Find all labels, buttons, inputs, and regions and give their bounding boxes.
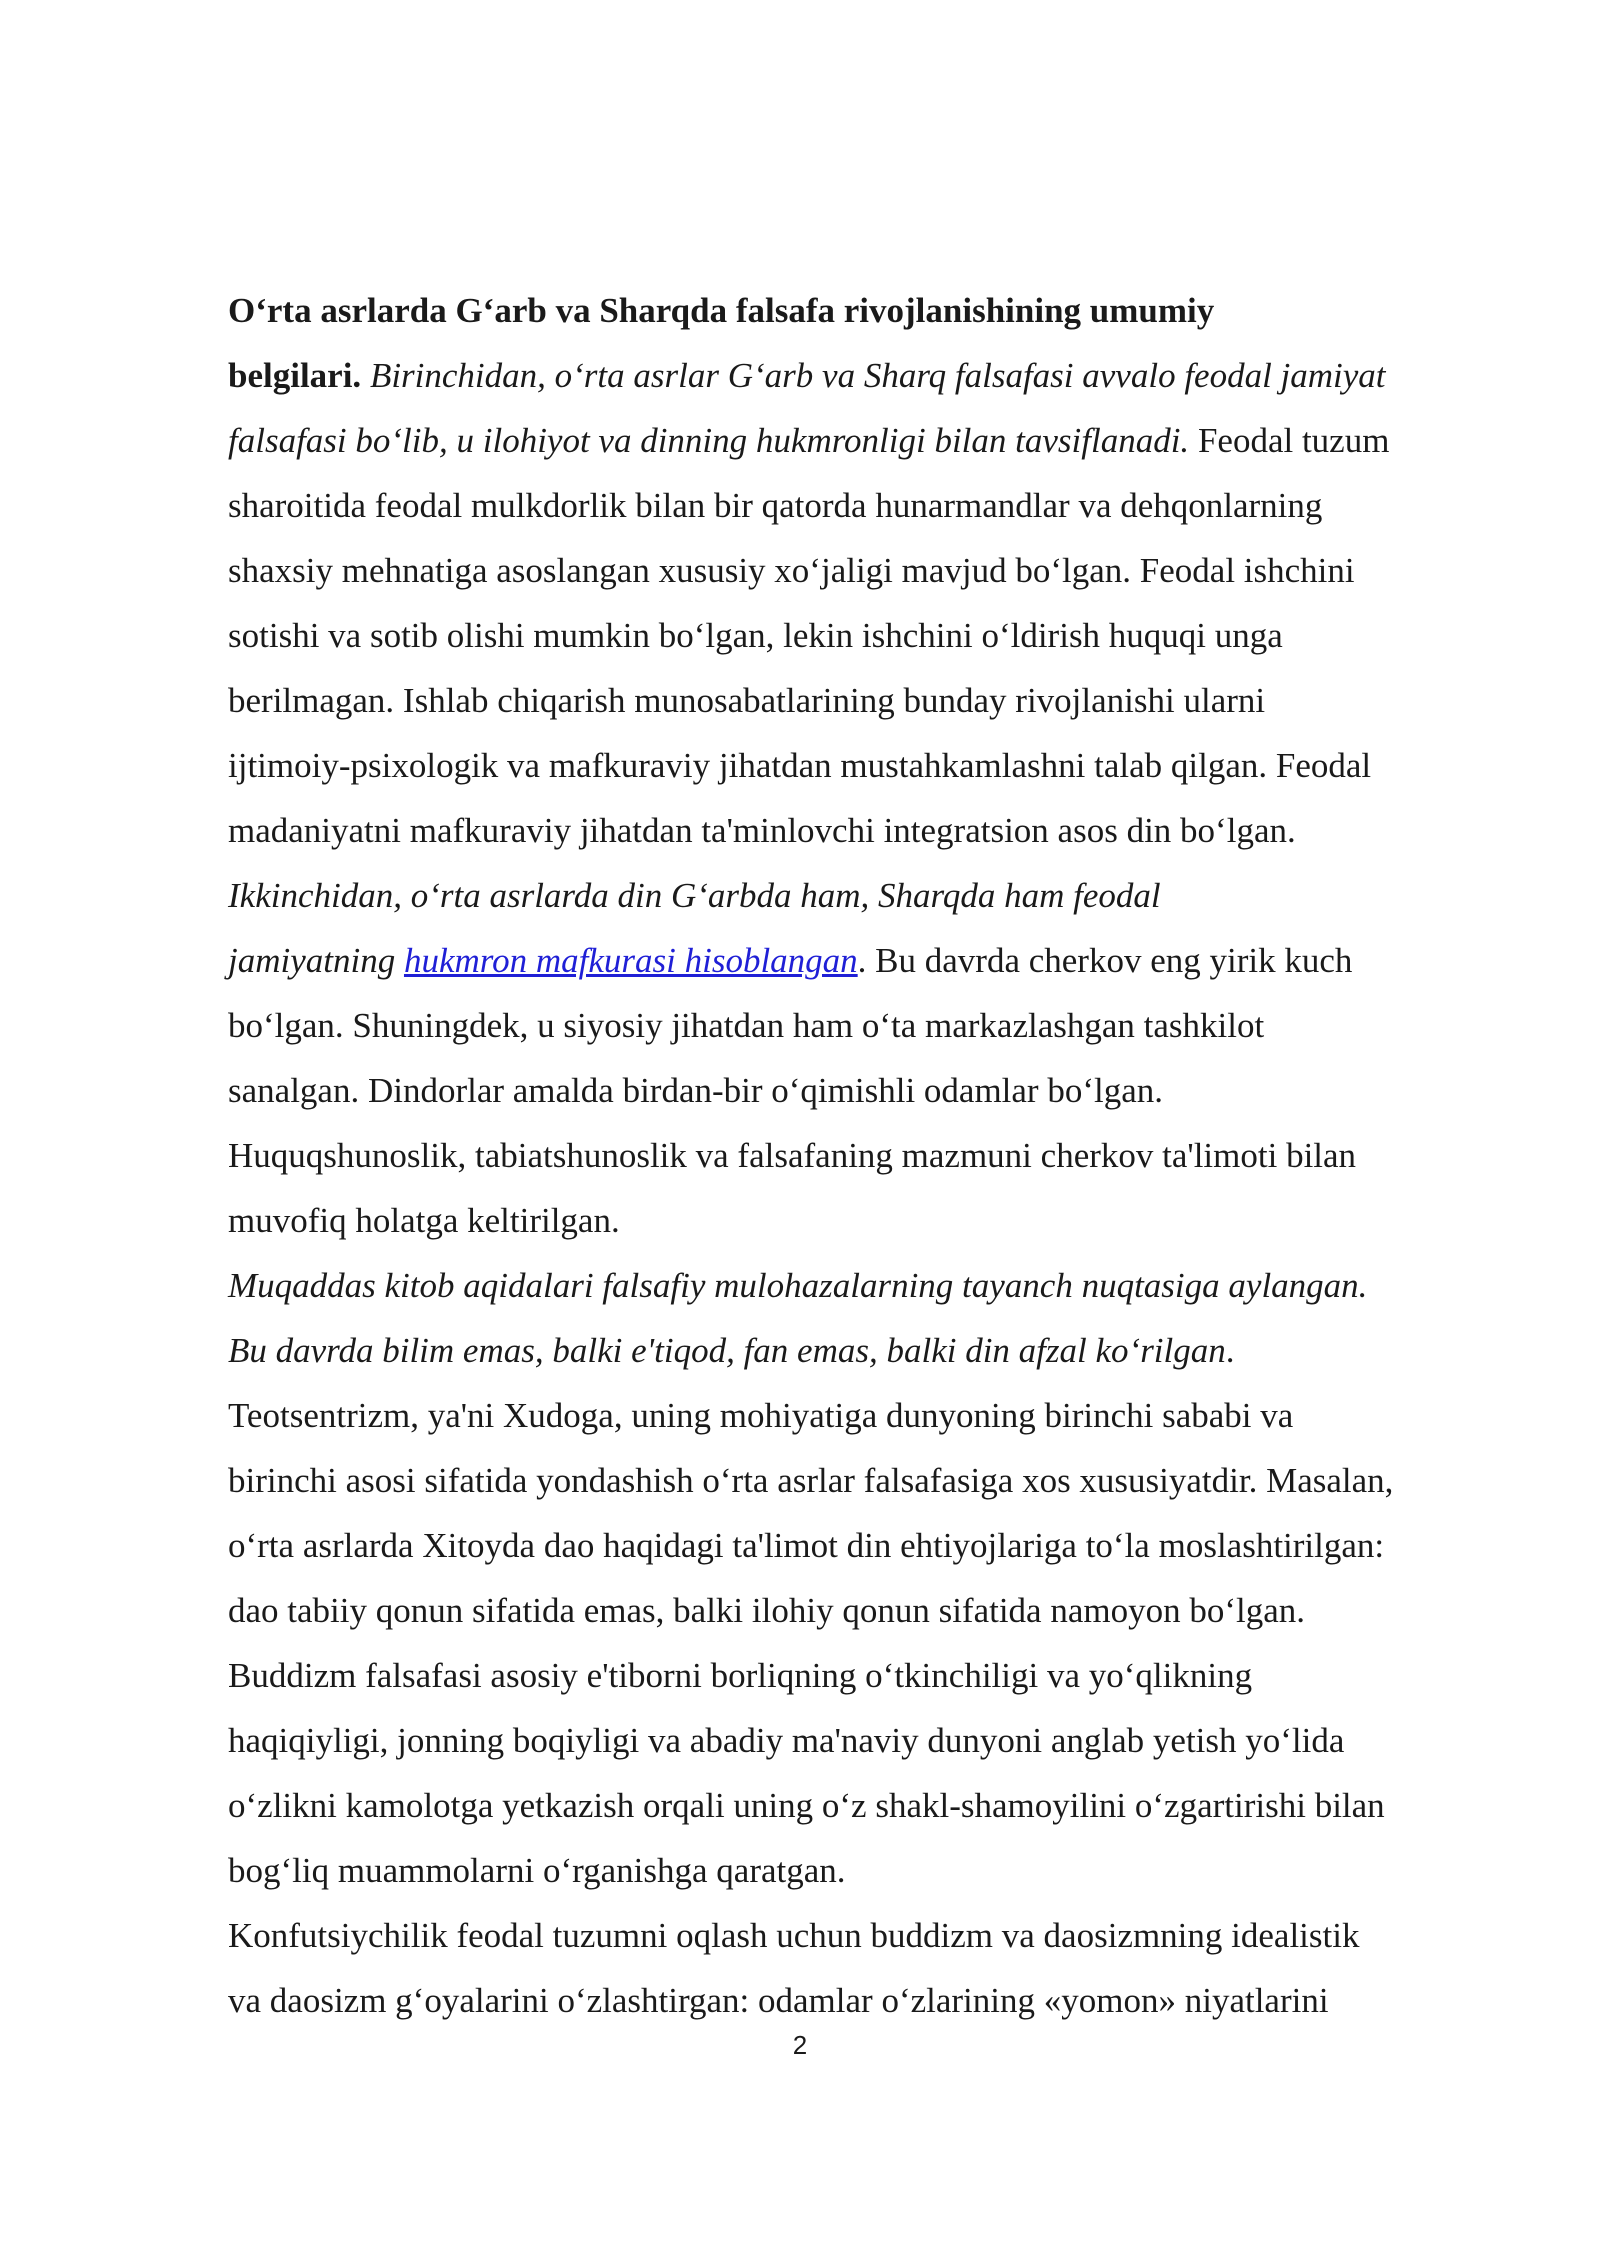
- text-line: [228, 408, 1528, 473]
- text-segment: Konfutsiychilik feodal tuzumni oqlash uchun buddizm va daosizmning idealistik: [228, 1916, 1360, 1955]
- page-number: 2: [792, 2030, 808, 2060]
- bold-text: O‘rta asrlarda G‘arb va Sharqda falsafa rivojlanishining umumiy: [228, 291, 1215, 330]
- text-line: [228, 1643, 1528, 1708]
- text-segment: o‘rta asrlarda Xitoyda dao haqidagi ta'limot din ehtiyojlariga to‘la moslashtirilgan:: [228, 1526, 1385, 1565]
- text-line: [228, 1058, 1528, 1123]
- text-segment: o‘zlikni kamolotga yetkazish orqali uning o‘z shakl-shamoyilini o‘zgartirishi bilan: [228, 1786, 1385, 1825]
- text-line: [228, 343, 1528, 408]
- text-segment: berilmagan. Ishlab chiqarish munosabatlarining bunday rivojlanishi ularni: [228, 681, 1266, 720]
- italic-text: jamiyatning: [228, 941, 404, 980]
- text-line: [228, 928, 1528, 993]
- text-line: [228, 473, 1528, 538]
- text-line: [228, 668, 1528, 733]
- text-segment: ijtimoiy-psixologik va mafkuraviy jihatdan mustahkamlashni talab qilgan. Feodal: [228, 746, 1372, 785]
- text-line: [228, 993, 1528, 1058]
- text-segment: shaxsiy mehnatiga asoslangan xususiy xo‘jaligi mavjud bo‘lgan. Feodal ishchini: [228, 551, 1355, 590]
- text-line: [228, 1253, 1528, 1318]
- text-segment: Huquqshunoslik, tabiatshunoslik va falsafaning mazmuni cherkov ta'limoti bilan: [228, 1136, 1357, 1175]
- text-segment: bo‘lgan. Shuningdek, u siyosiy jihatdan ham o‘ta markazlashgan tashkilot: [228, 1006, 1265, 1045]
- text-line: [228, 1448, 1528, 1513]
- document-body: [228, 278, 1528, 2033]
- italic-text: Bu davrda bilim emas, balki e'tiqod, fan emas, balki din afzal ko‘rilgan: [228, 1331, 1226, 1370]
- text-segment: birinchi asosi sifatida yondashish o‘rta asrlar falsafasiga xos xususiyatdir. Masalan,: [228, 1461, 1394, 1500]
- text-line: [228, 1903, 1528, 1968]
- text-line: [228, 1773, 1528, 1838]
- text-segment: Buddizm falsafasi asosiy e'tiborni borliqning o‘tkinchiligi va yo‘qlikning: [228, 1656, 1253, 1695]
- text-segment: bog‘liq muammolarni o‘rganishga qaratgan.: [228, 1851, 846, 1890]
- text-line: [228, 1188, 1528, 1253]
- text-segment: sotishi va sotib olishi mumkin bo‘lgan, lekin ishchini o‘ldirish huquqi unga: [228, 616, 1283, 655]
- bold-text: belgilari.: [228, 356, 362, 395]
- text-line: [228, 1838, 1528, 1903]
- text-segment: .: [1225, 1331, 1235, 1370]
- text-segment: sharoitida feodal mulkdorlik bilan bir qatorda hunarmandlar va dehqonlarning: [228, 486, 1323, 525]
- text-line: [228, 733, 1528, 798]
- text-line: [228, 1318, 1528, 1383]
- text-line: [228, 1708, 1528, 1773]
- text-segment: va daosizm g‘oyalarini o‘zlashtirgan: odamlar o‘zlarining «yomon» niyatlarini: [228, 1981, 1329, 2020]
- italic-text: Ikkinchidan, o‘rta asrlarda din G‘arbda ham, Sharqda ham feodal: [228, 876, 1161, 915]
- text-line: [228, 863, 1528, 928]
- text-line: [228, 603, 1528, 668]
- text-segment: . Bu davrda cherkov eng yirik kuch: [857, 941, 1353, 980]
- italic-text: Birinchidan, o‘rta asrlar G‘arb va Sharq falsafasi avvalo feodal jamiyat: [361, 356, 1386, 395]
- italic-text: falsafasi bo‘lib, u ilohiyot va dinning hukmronligi bilan tavsiflanadi.: [228, 421, 1190, 460]
- text-line: [228, 1578, 1528, 1643]
- italic-text: Muqaddas kitob aqidalari falsafiy mulohazalarning tayanch nuqtasiga aylangan.: [228, 1266, 1368, 1305]
- text-line: [228, 278, 1528, 343]
- text-segment: madaniyatni mafkuraviy jihatdan ta'minlovchi integratsion asos din bo‘lgan.: [228, 811, 1296, 850]
- text-segment: muvofiq holatga keltirilgan.: [228, 1201, 620, 1240]
- text-line: [228, 1383, 1528, 1448]
- text-line: [228, 1513, 1528, 1578]
- text-line: [228, 1123, 1528, 1188]
- text-segment: dao tabiiy qonun sifatida emas, balki ilohiy qonun sifatida namoyon bo‘lgan.: [228, 1591, 1306, 1630]
- text-line: [228, 1968, 1528, 2033]
- text-line: [228, 798, 1528, 863]
- text-segment: sanalgan. Dindorlar amalda birdan-bir o‘qimishli odamlar bo‘lgan.: [228, 1071, 1164, 1110]
- text-segment: haqiqiyligi, jonning boqiyligi va abadiy ma'naviy dunyoni anglab yetish yo‘lida: [228, 1721, 1345, 1760]
- hyperlink[interactable]: hukmron mafkurasi hisoblangan: [403, 941, 858, 980]
- text-line: [228, 538, 1528, 603]
- text-segment: Feodal tuzum: [1189, 421, 1390, 460]
- text-segment: Teotsentrizm, ya'ni Xudoga, uning mohiyatiga dunyoning birinchi sababi va: [228, 1396, 1294, 1435]
